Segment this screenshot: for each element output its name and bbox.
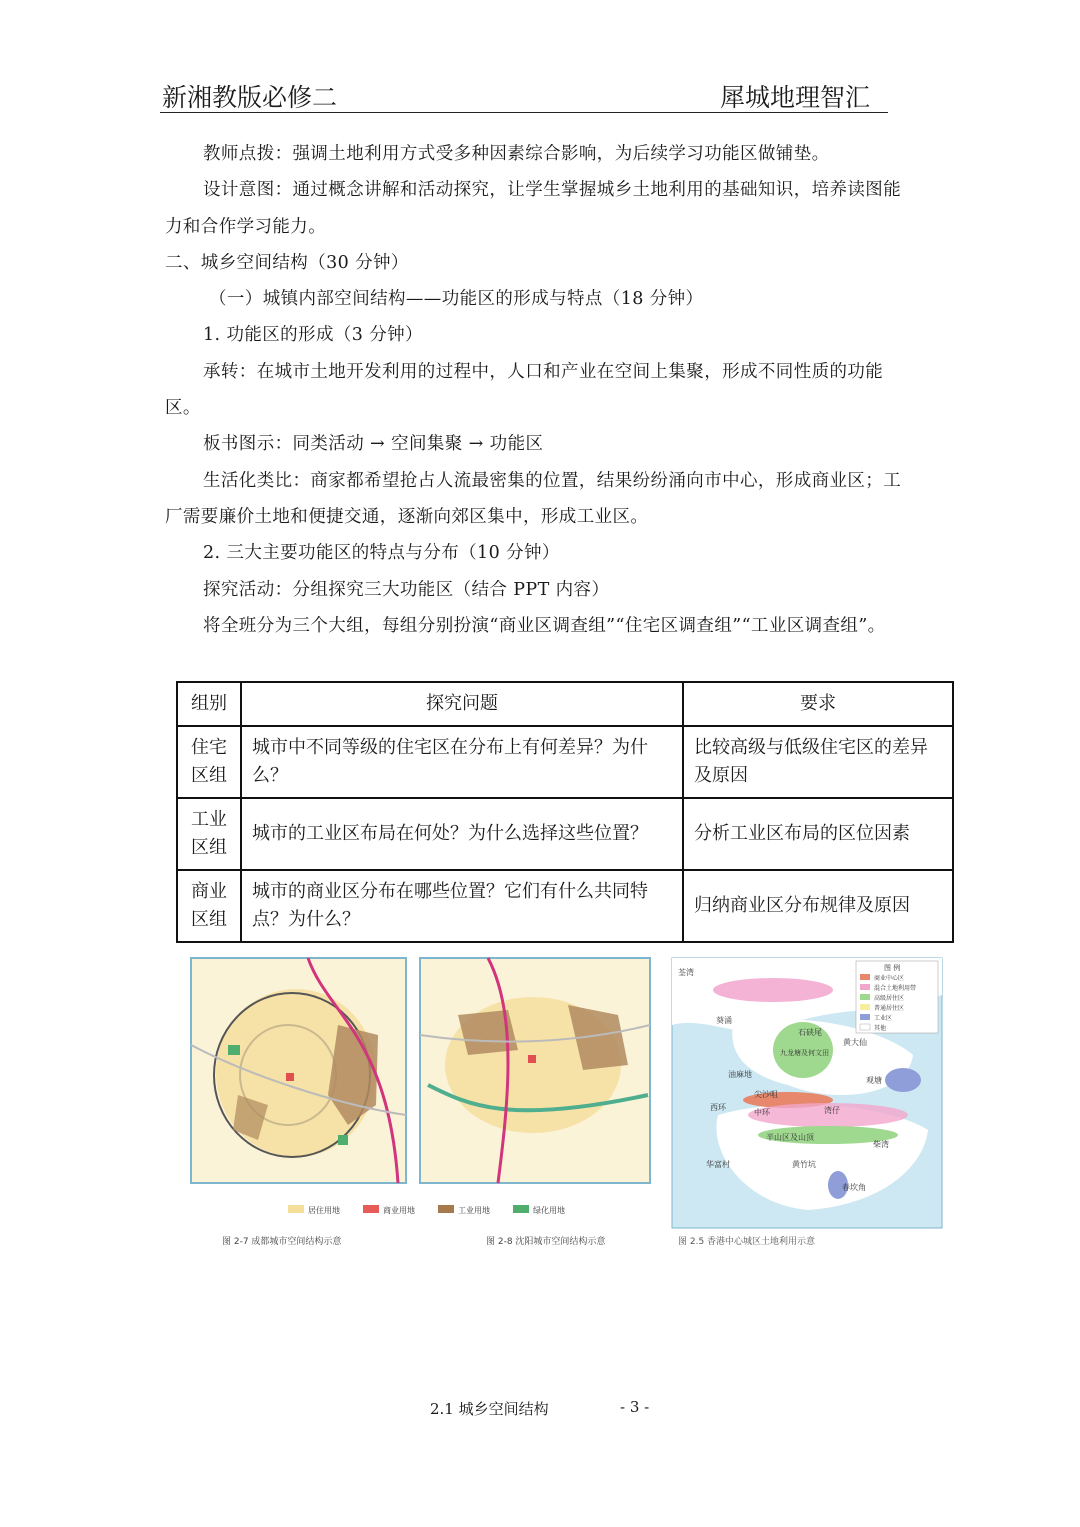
point-heading-2: 2. 三大主要功能区的特点与分布（10 分钟） bbox=[203, 543, 560, 564]
table-header: 组别 bbox=[177, 682, 241, 726]
legend-swatch-residential bbox=[288, 1205, 304, 1213]
hk-place: 石硖尾 bbox=[798, 1028, 822, 1037]
table-cell-question: 城市中不同等级的住宅区在分布上有何差异？为什么？ bbox=[241, 726, 683, 798]
city-structure-figures bbox=[188, 955, 948, 1255]
legend-label: 工业用地 bbox=[458, 1206, 490, 1215]
point-heading-1: 1. 功能区的形成（3 分钟） bbox=[203, 325, 423, 346]
table-header-row bbox=[177, 682, 953, 726]
hk-place: 尖沙咀 bbox=[754, 1090, 778, 1099]
lesson-body bbox=[165, 136, 917, 644]
hk-place: 黄大仙 bbox=[843, 1038, 867, 1047]
hk-place: 荃湾 bbox=[678, 968, 694, 977]
hk-place: 春坎角 bbox=[842, 1183, 866, 1192]
header-brand: 犀城地理智汇 bbox=[719, 83, 870, 112]
hongkong-map bbox=[672, 958, 942, 1228]
legend-swatch-commercial bbox=[363, 1205, 379, 1213]
hk-legend-label: 普通居住区 bbox=[874, 1005, 905, 1012]
table-cell-requirement: 分析工业区布局的区位因素 bbox=[683, 798, 953, 870]
caption-shenyang: 图 2-8 沈阳城市空间结构示意 bbox=[486, 1237, 606, 1247]
design-intent: 设计意图：通过概念讲解和活动探究，让学生掌握城乡土地利用的基础知识，培养读图能力和合作学习能力。 bbox=[165, 180, 902, 237]
table-cell-question: 城市的商业区分布在哪些位置？它们有什么共同特点？为什么？ bbox=[241, 870, 683, 942]
table-header: 要求 bbox=[683, 682, 953, 726]
footer-section: 2.1 城乡空间结构 bbox=[430, 1400, 549, 1418]
hk-place: 葵涌 bbox=[716, 1016, 732, 1025]
hk-legend-label: 商业中心区 bbox=[874, 975, 905, 982]
legend-label: 绿化用地 bbox=[533, 1206, 565, 1215]
table-cell-requirement: 归纳商业区分布规律及原因 bbox=[683, 870, 953, 942]
caption-chengdu: 图 2-7 成都城市空间结构示意 bbox=[222, 1237, 342, 1247]
hk-place: 西环 bbox=[710, 1103, 726, 1112]
activity-text: 探究活动：分组探究三大功能区（结合 PPT 内容） bbox=[203, 579, 610, 600]
header-book-title: 新湘教版必修二 bbox=[162, 83, 338, 112]
table-row bbox=[177, 726, 953, 798]
page-header bbox=[160, 76, 888, 113]
chengdu-map bbox=[191, 958, 406, 1183]
hk-place: 柴湾 bbox=[873, 1140, 889, 1149]
inquiry-table bbox=[176, 681, 954, 943]
hk-place: 湾仔 bbox=[824, 1106, 840, 1115]
table-row bbox=[177, 870, 953, 942]
caption-hongkong: 图 2.5 香港中心城区土地利用示意 bbox=[678, 1237, 816, 1247]
hk-place: 半山区及山顶 bbox=[766, 1133, 814, 1142]
section-heading-2: 二、城乡空间结构（30 分钟） bbox=[165, 252, 409, 273]
table-cell-group: 商业区组 bbox=[177, 870, 241, 942]
map-legend bbox=[288, 1205, 565, 1215]
hk-legend-label: 混合土地利用带 bbox=[874, 985, 917, 992]
grouping-text: 将全班分为三个大组，每组分别扮演“商业区调查组”“住宅区调查组”“工业区调查组”。 bbox=[203, 615, 886, 636]
analogy-text: 生活化类比：商家都希望抢占人流最密集的位置，结果纷纷涌向市中心，形成商业区；工厂需要廉价土地和便捷交通，逐渐向郊区集中，形成工业区。 bbox=[165, 470, 902, 527]
table-cell-question: 城市的工业区布局在何处？为什么选择这些位置？ bbox=[241, 798, 683, 870]
hk-place: 黄竹坑 bbox=[792, 1160, 816, 1169]
shenyang-map bbox=[420, 958, 650, 1183]
legend-label: 居住用地 bbox=[308, 1206, 340, 1215]
hk-place: 华富村 bbox=[706, 1160, 730, 1169]
legend-swatch-industrial bbox=[438, 1205, 454, 1213]
hk-legend-label: 工业区 bbox=[874, 1015, 893, 1022]
transition-text: 承转：在城市土地开发利用的过程中，人口和产业在空间上集聚，形成不同性质的功能区。 bbox=[165, 361, 884, 419]
hk-place: 观塘 bbox=[866, 1076, 882, 1085]
hk-place: 九龙塘及何文田 bbox=[780, 1049, 829, 1057]
table-row bbox=[177, 798, 953, 870]
table-cell-requirement: 比较高级与低级住宅区的差异及原因 bbox=[683, 726, 953, 798]
hk-legend-label: 高级居住区 bbox=[874, 995, 905, 1002]
board-diagram-text: 板书图示：同类活动 → 空间集聚 → 功能区 bbox=[203, 434, 544, 455]
legend-swatch-green bbox=[513, 1205, 529, 1213]
hk-legend-title: 图 例 bbox=[884, 964, 901, 972]
hk-place: 油麻地 bbox=[728, 1070, 752, 1079]
table-cell-group: 住宅区组 bbox=[177, 726, 241, 798]
hk-place: 中环 bbox=[754, 1108, 770, 1117]
table-cell-group: 工业区组 bbox=[177, 798, 241, 870]
hk-legend-label: 其他 bbox=[874, 1025, 887, 1032]
subsection-heading: （一）城镇内部空间结构——功能区的形成与特点（18 分钟） bbox=[209, 289, 704, 310]
teacher-tip: 教师点拨：强调土地利用方式受多种因素综合影响，为后续学习功能区做铺垫。 bbox=[203, 144, 830, 164]
page-number: - 3 - bbox=[620, 1398, 650, 1416]
table-header: 探究问题 bbox=[241, 682, 683, 726]
legend-label: 商业用地 bbox=[383, 1206, 415, 1215]
